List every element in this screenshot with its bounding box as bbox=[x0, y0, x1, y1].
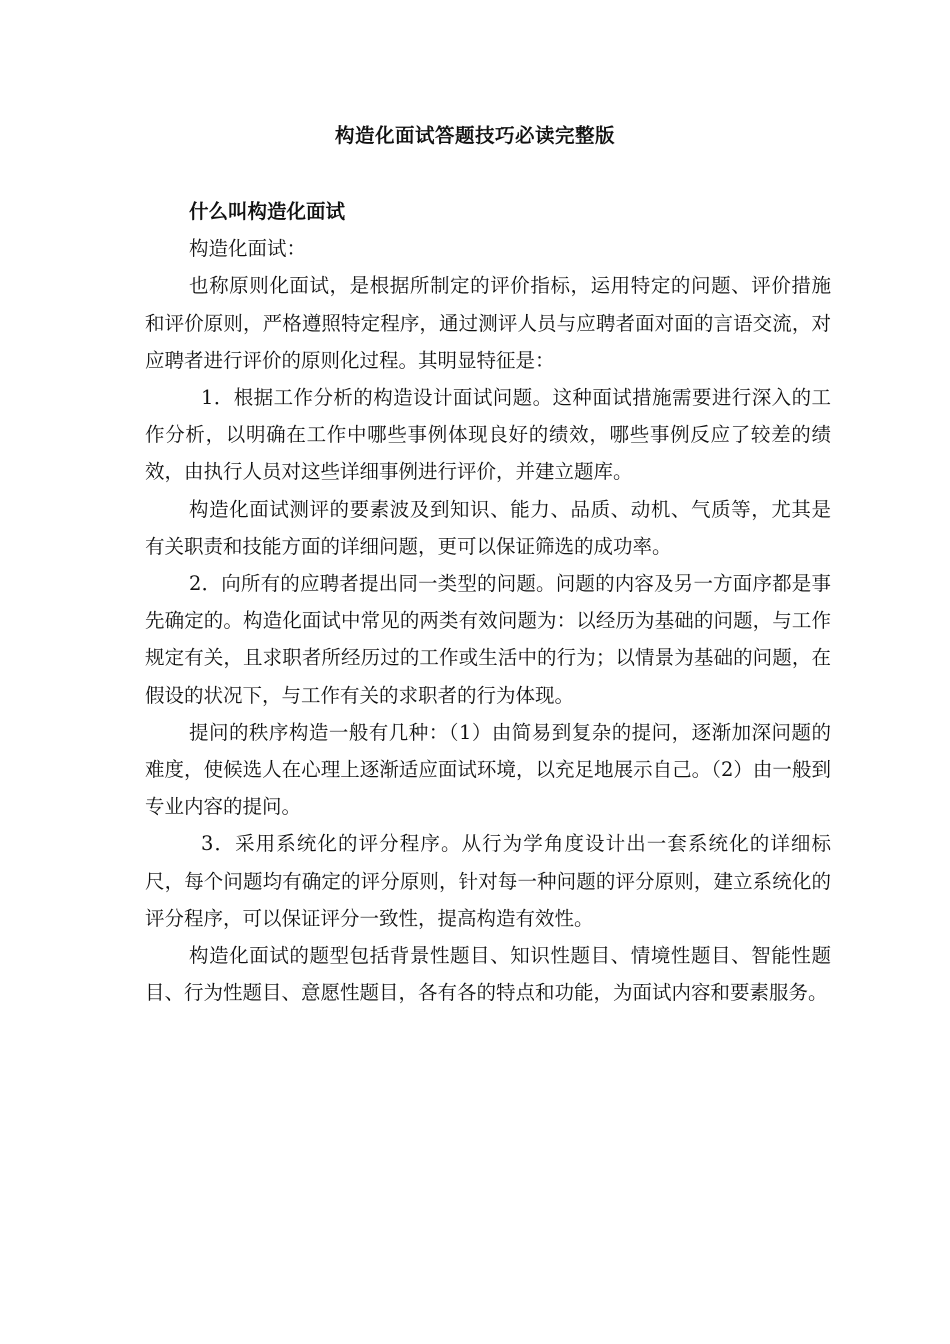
paragraph: 也称原则化面试，是根据所制定的评价指标，运用特定的问题、评价措施和评价原则，严格遵照特定程序，通过测评人员与应聘者面对面的言语交流，对应聘者进行评价的原则化过程。其明显特征是： bbox=[145, 274, 831, 372]
paragraph: 提问的秩序构造一般有几种：（1）由简易到复杂的提问，逐渐加深问题的难度，使候选人在心理上逐渐适应面试环境，以充足地展示自己。（2）由一般到专业内容的提问。 bbox=[145, 720, 831, 819]
section-heading: 什么叫构造化面试 bbox=[189, 200, 346, 223]
paragraph: 3．采用系统化的评分程序。从行为学角度设计出一套系统化的详细标尺，每个问题均有确定的评分原则，针对每一种问题的评分原则，建立系统化的评分程序，可以保证评分一致性，提高构造有效性。 bbox=[145, 832, 831, 930]
paragraph: 2．向所有的应聘者提出同一类型的问题。问题的内容及另一方面序都是事先确定的。构造化面试中常见的两类有效问题为：以经历为基础的问题，与工作规定有关，且求职者所经历过的工作或生活中的行为；以情景为基础的问题，在假设的状况下，与工作有关的求职者的行为体现。 bbox=[145, 572, 831, 707]
paragraph: 构造化面试测评的要素波及到知识、能力、品质、动机、气质等，尤其是有关职责和技能方面的详细问题，更可以保证筛选的成功率。 bbox=[145, 497, 831, 558]
document-body bbox=[145, 193, 831, 1011]
paragraph: 1．根据工作分析的构造设计面试问题。这种面试措施需要进行深入的工作分析，以明确在工作中哪些事例体现良好的绩效，哪些事例反应了较差的绩效，由执行人员对这些详细事例进行评价，并建立题库。 bbox=[145, 386, 831, 484]
paragraph: 构造化面试： bbox=[189, 237, 307, 261]
paragraph: 构造化面试的题型包括背景性题目、知识性题目、情境性题目、智能性题目、行为性题目、意愿性题目，各有各的特点和功能，为面试内容和要素服务。 bbox=[145, 944, 831, 1005]
document-title: 构造化面试答题技巧必读完整版 bbox=[334, 124, 615, 147]
